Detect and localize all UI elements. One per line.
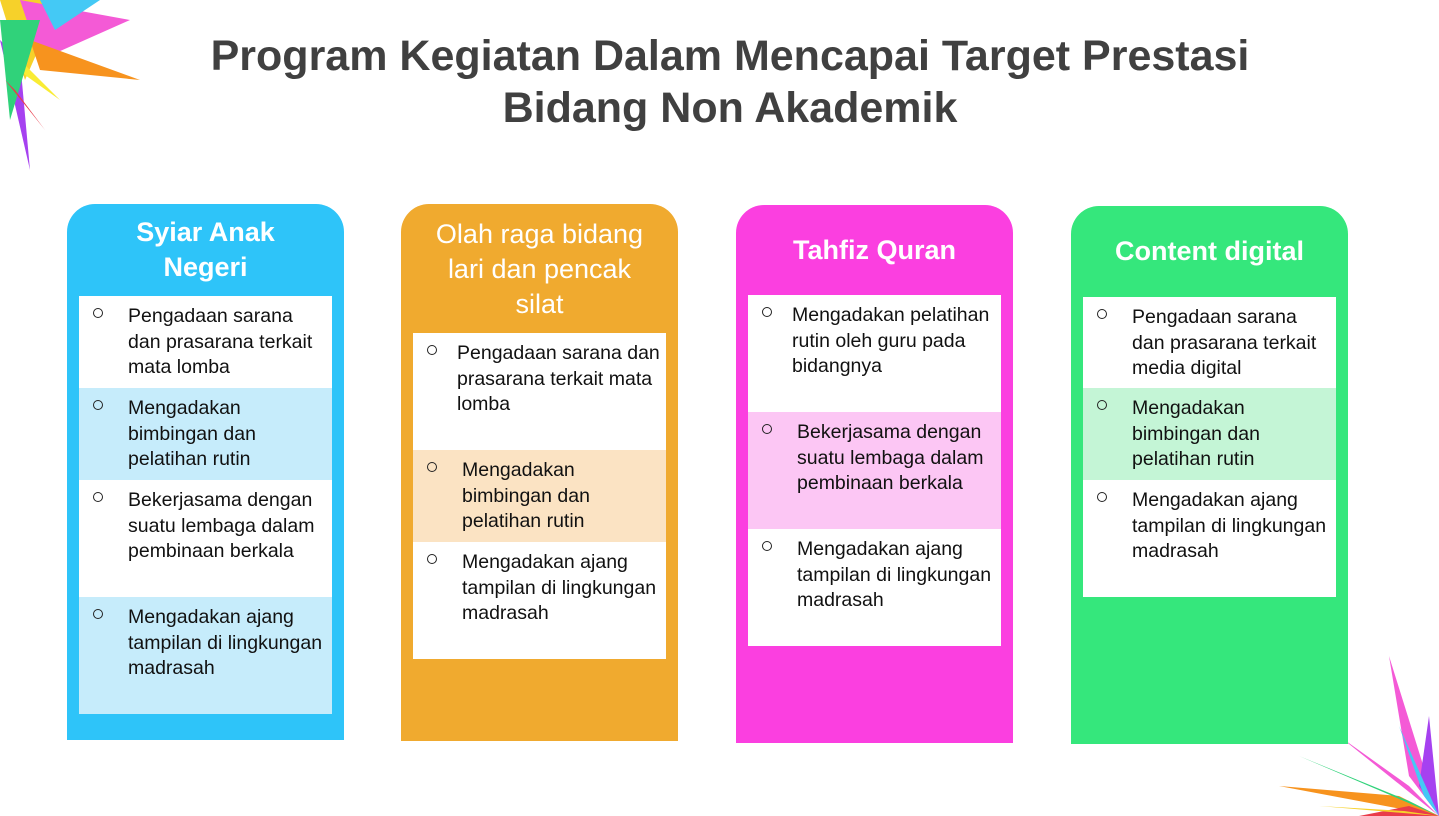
list-item-text: Bekerjasama dengan suatu lembaga dalam pembinaan berkala	[128, 489, 315, 562]
list-item	[413, 450, 666, 542]
card-syiar-anak-negeri	[67, 204, 344, 740]
card-title	[67, 204, 344, 296]
list-item	[79, 597, 332, 714]
bullet-icon	[93, 400, 103, 410]
list-item	[1083, 480, 1336, 597]
card-title-line: Tahfiz Quran	[792, 234, 956, 265]
list-item	[413, 542, 666, 659]
list-item	[1083, 388, 1336, 480]
card-title	[1071, 206, 1348, 297]
list-item-text: Bekerjasama dengan suatu lembaga dalam pembinaan berkala	[797, 421, 984, 494]
card-item-list	[748, 295, 1001, 646]
list-item-text: Pengadaan sarana dan prasarana terkait media digital	[1132, 306, 1317, 379]
card-item-list	[413, 333, 666, 659]
bullet-icon	[427, 554, 437, 564]
corner-burst-decoration	[0, 0, 150, 180]
card-olah-raga	[401, 204, 678, 741]
bullet-icon	[427, 345, 437, 355]
bullet-icon	[1097, 492, 1107, 502]
card-title-line: Negeri	[163, 252, 248, 282]
bullet-icon	[93, 308, 103, 318]
list-item-text: Mengadakan bimbingan dan pelatihan rutin	[462, 459, 590, 532]
card-title-line: Syiar Anak	[136, 217, 275, 247]
card-title	[736, 205, 1013, 295]
card-title-line: silat	[515, 288, 564, 319]
bullet-icon	[762, 541, 772, 551]
list-item-text: Mengadakan ajang tampilan di lingkungan madrasah	[1132, 489, 1327, 562]
page-title-line-2: Bidang Non Akademik	[502, 84, 958, 132]
list-item	[748, 529, 1001, 646]
bullet-icon	[762, 307, 772, 317]
list-item-text: Mengadakan bimbingan dan pelatihan rutin	[128, 397, 256, 470]
card-title-line: Content digital	[1115, 236, 1304, 266]
bullet-icon	[427, 462, 437, 472]
card-item-list	[1083, 297, 1336, 597]
list-item	[79, 296, 332, 388]
bullet-icon	[762, 424, 772, 434]
card-content-digital	[1071, 206, 1348, 744]
bullet-icon	[1097, 309, 1107, 319]
page-title-line-1: Program Kegiatan Dalam Mencapai Target Prestasi	[210, 32, 1250, 80]
page-title	[180, 30, 1280, 134]
card-title-line: Olah raga bidang	[435, 218, 644, 249]
list-item-text: Mengadakan pelatihan rutin oleh guru pada bidangnya	[792, 304, 990, 377]
list-item-text: Mengadakan ajang tampilan di lingkungan madrasah	[462, 551, 657, 624]
list-item-text: Mengadakan ajang tampilan di lingkungan madrasah	[797, 538, 992, 611]
list-item-text: Mengadakan ajang tampilan di lingkungan madrasah	[128, 606, 323, 679]
list-item	[79, 388, 332, 480]
list-item	[413, 333, 666, 450]
list-item	[1083, 297, 1336, 388]
card-tahfiz-quran	[736, 205, 1013, 743]
bullet-icon	[93, 492, 103, 502]
list-item	[79, 480, 332, 597]
list-item	[748, 295, 1001, 412]
list-item-text: Pengadaan sarana dan prasarana terkait mata lomba	[457, 342, 660, 415]
card-title	[401, 204, 678, 332]
card-title-line: lari dan pencak	[447, 253, 632, 284]
bullet-icon	[1097, 400, 1107, 410]
card-item-list	[79, 296, 332, 714]
list-item-text: Pengadaan sarana dan prasarana terkait mata lomba	[128, 305, 313, 378]
list-item	[748, 412, 1001, 529]
list-item-text: Mengadakan bimbingan dan pelatihan rutin	[1132, 397, 1260, 470]
bullet-icon	[93, 609, 103, 619]
